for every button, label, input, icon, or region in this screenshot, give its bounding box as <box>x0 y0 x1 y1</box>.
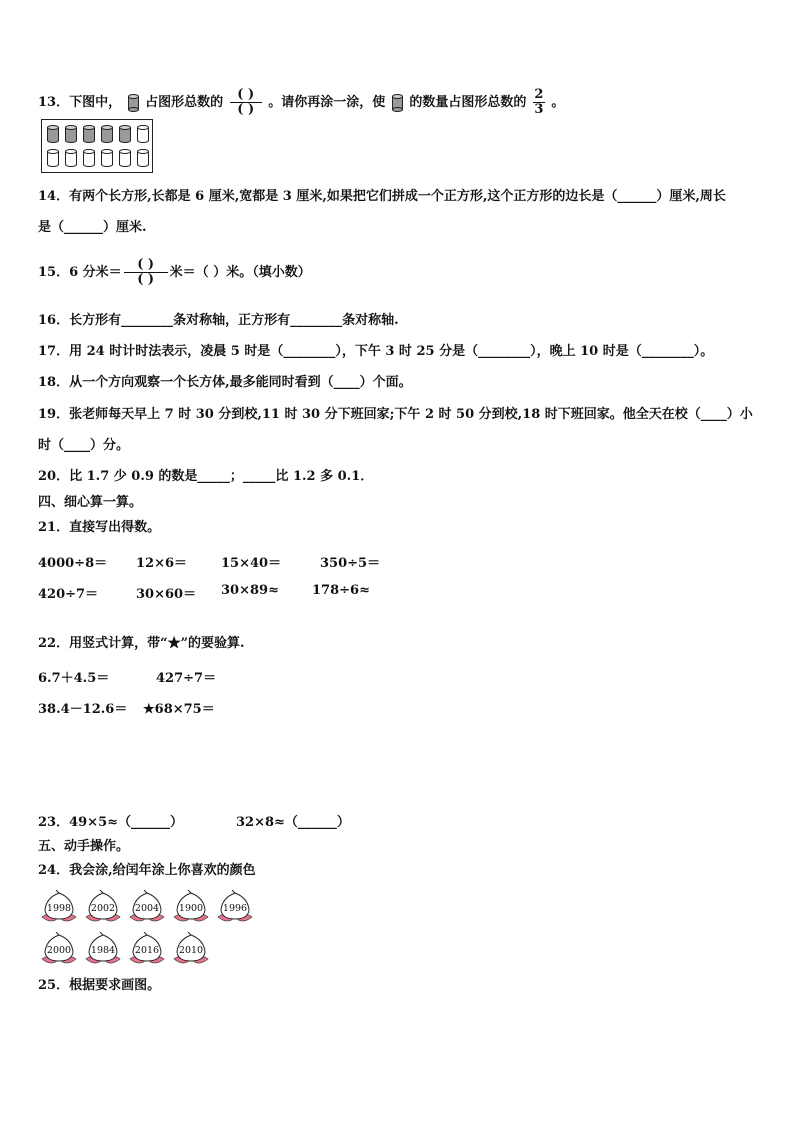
shaded-cylinder-icon <box>65 125 77 143</box>
shaded-cylinder-icon <box>392 94 403 112</box>
peach-year-label: 2002 <box>90 903 116 914</box>
peach-icon <box>38 932 80 968</box>
q22-item: 6.7＋4.5＝ <box>38 671 110 686</box>
peach-year[interactable] <box>126 890 168 930</box>
q13-mid2: 。请你再涂一涂，使 <box>268 95 386 110</box>
peach-icon <box>170 932 212 968</box>
q13-end: 。 <box>551 95 565 110</box>
q21-item: 12×6＝ <box>136 556 188 571</box>
peach-year-label: 2016 <box>134 945 160 956</box>
peach-year-label: 2010 <box>178 945 204 956</box>
q15-fraction: $\frac{( )}{( )}$ <box>124 258 168 287</box>
shaded-cylinder-icon <box>101 125 113 143</box>
peach-year[interactable] <box>170 890 212 930</box>
peach-year[interactable] <box>82 932 124 972</box>
peach-icon <box>38 890 80 926</box>
question-25: 25．根据要求画图。 <box>38 978 161 993</box>
peach-year[interactable] <box>214 890 256 930</box>
q13-pre: 下图中， <box>69 95 122 110</box>
peach-icon <box>170 890 212 926</box>
empty-cylinder-icon <box>65 149 77 167</box>
peach-icon <box>214 890 256 926</box>
q23-item: 23．49×5≈（______） <box>38 815 184 830</box>
peach-year-label: 1900 <box>178 903 204 914</box>
q13-mid3: 的数量占图形总数的 <box>409 95 527 110</box>
q21-item: 30×60＝ <box>136 587 197 602</box>
peach-year[interactable] <box>38 890 80 930</box>
section-5-heading: 五、动手操作。 <box>38 839 130 854</box>
question-22-title: 22．用竖式计算，带“★”的要验算. <box>38 636 245 651</box>
question-19-line2: 时（____）分。 <box>38 438 130 453</box>
cylinder-row-bottom <box>47 149 149 167</box>
peach-year-label: 1998 <box>46 903 72 914</box>
empty-cylinder-icon <box>47 149 59 167</box>
empty-cylinder-icon <box>119 149 131 167</box>
question-14-line1: 14．有两个长方形,长都是 6 厘米,宽都是 3 厘米,如果把它们拼成一个正方形,这个正方形的边长是（______）厘米,周长 <box>38 189 726 204</box>
empty-cylinder-icon <box>137 125 149 143</box>
peach-icon <box>126 890 168 926</box>
question-21-title: 21．直接写出得数。 <box>38 520 161 535</box>
q13-mid1: 占图形总数的 <box>145 95 224 110</box>
q21-item: 178÷6≈ <box>312 583 370 598</box>
q23-item: 32×8≈（______） <box>236 815 350 830</box>
peach-year[interactable] <box>170 932 212 972</box>
q21-item: 420÷7＝ <box>38 587 99 602</box>
q22-item: 38.4－12.6＝ <box>38 702 128 717</box>
question-18: 18．从一个方向观察一个长方体,最多能同时看到（____）个面。 <box>38 375 412 390</box>
q22-item: ★68×75＝ <box>143 702 215 717</box>
empty-cylinder-icon <box>137 149 149 167</box>
q15-pre: 15．6 分米＝ <box>38 265 122 280</box>
section-4-heading: 四、细心算一算。 <box>38 495 143 510</box>
q15-post: 米＝（ ）米。（填小数） <box>169 265 311 280</box>
q21-item: 30×89≈ <box>221 583 279 598</box>
shaded-cylinder-icon <box>128 94 139 112</box>
peach-year[interactable] <box>126 932 168 972</box>
question-13 <box>38 88 564 117</box>
q21-item: 4000÷8＝ <box>38 556 108 571</box>
question-17: 17．用 24 时计时法表示，凌晨 5 时是（________），下午 3 时 25 分是（________），晚上 10 时是（________）。 <box>38 344 714 359</box>
cylinder-figure-box <box>41 119 153 173</box>
peach-year[interactable] <box>82 890 124 930</box>
question-14-line2: 是（______）厘米. <box>38 220 147 235</box>
cylinder-row-top <box>47 125 149 143</box>
peach-year-label: 2004 <box>134 903 160 914</box>
peach-icon <box>126 932 168 968</box>
question-15 <box>38 258 311 287</box>
question-16: 16．长方形有________条对称轴，正方形有________条对称轴. <box>38 313 399 328</box>
q21-item: 15×40＝ <box>221 556 282 571</box>
shaded-cylinder-icon <box>83 125 95 143</box>
empty-cylinder-icon <box>101 149 113 167</box>
q13-answer-fraction: $\frac{( )}{( )}$ <box>230 88 262 117</box>
peach-year[interactable] <box>38 932 80 972</box>
q22-item: 427÷7＝ <box>156 671 217 686</box>
question-19-line1: 19．张老师每天早上 7 时 30 分到校,11 时 30 分下班回家;下午 2 时 50 分到校,18 时下班回家。他全天在校（____）小 <box>38 407 753 422</box>
q13-number: 13． <box>38 95 70 110</box>
q21-item: 350÷5＝ <box>320 556 381 571</box>
q13-target-fraction: $\frac{2}{3}$ <box>534 87 544 117</box>
peach-icon <box>82 932 124 968</box>
empty-cylinder-icon <box>83 149 95 167</box>
peach-year-label: 1996 <box>222 903 248 914</box>
question-24-title: 24．我会涂,给闰年涂上你喜欢的颜色 <box>38 863 256 878</box>
shaded-cylinder-icon <box>119 125 131 143</box>
question-20: 20．比 1.7 少 0.9 的数是_____；_____比 1.2 多 0.1． <box>38 469 374 484</box>
peach-year-label: 2000 <box>46 945 72 956</box>
peach-icon <box>82 890 124 926</box>
peach-year-label: 1984 <box>90 945 116 956</box>
shaded-cylinder-icon <box>47 125 59 143</box>
